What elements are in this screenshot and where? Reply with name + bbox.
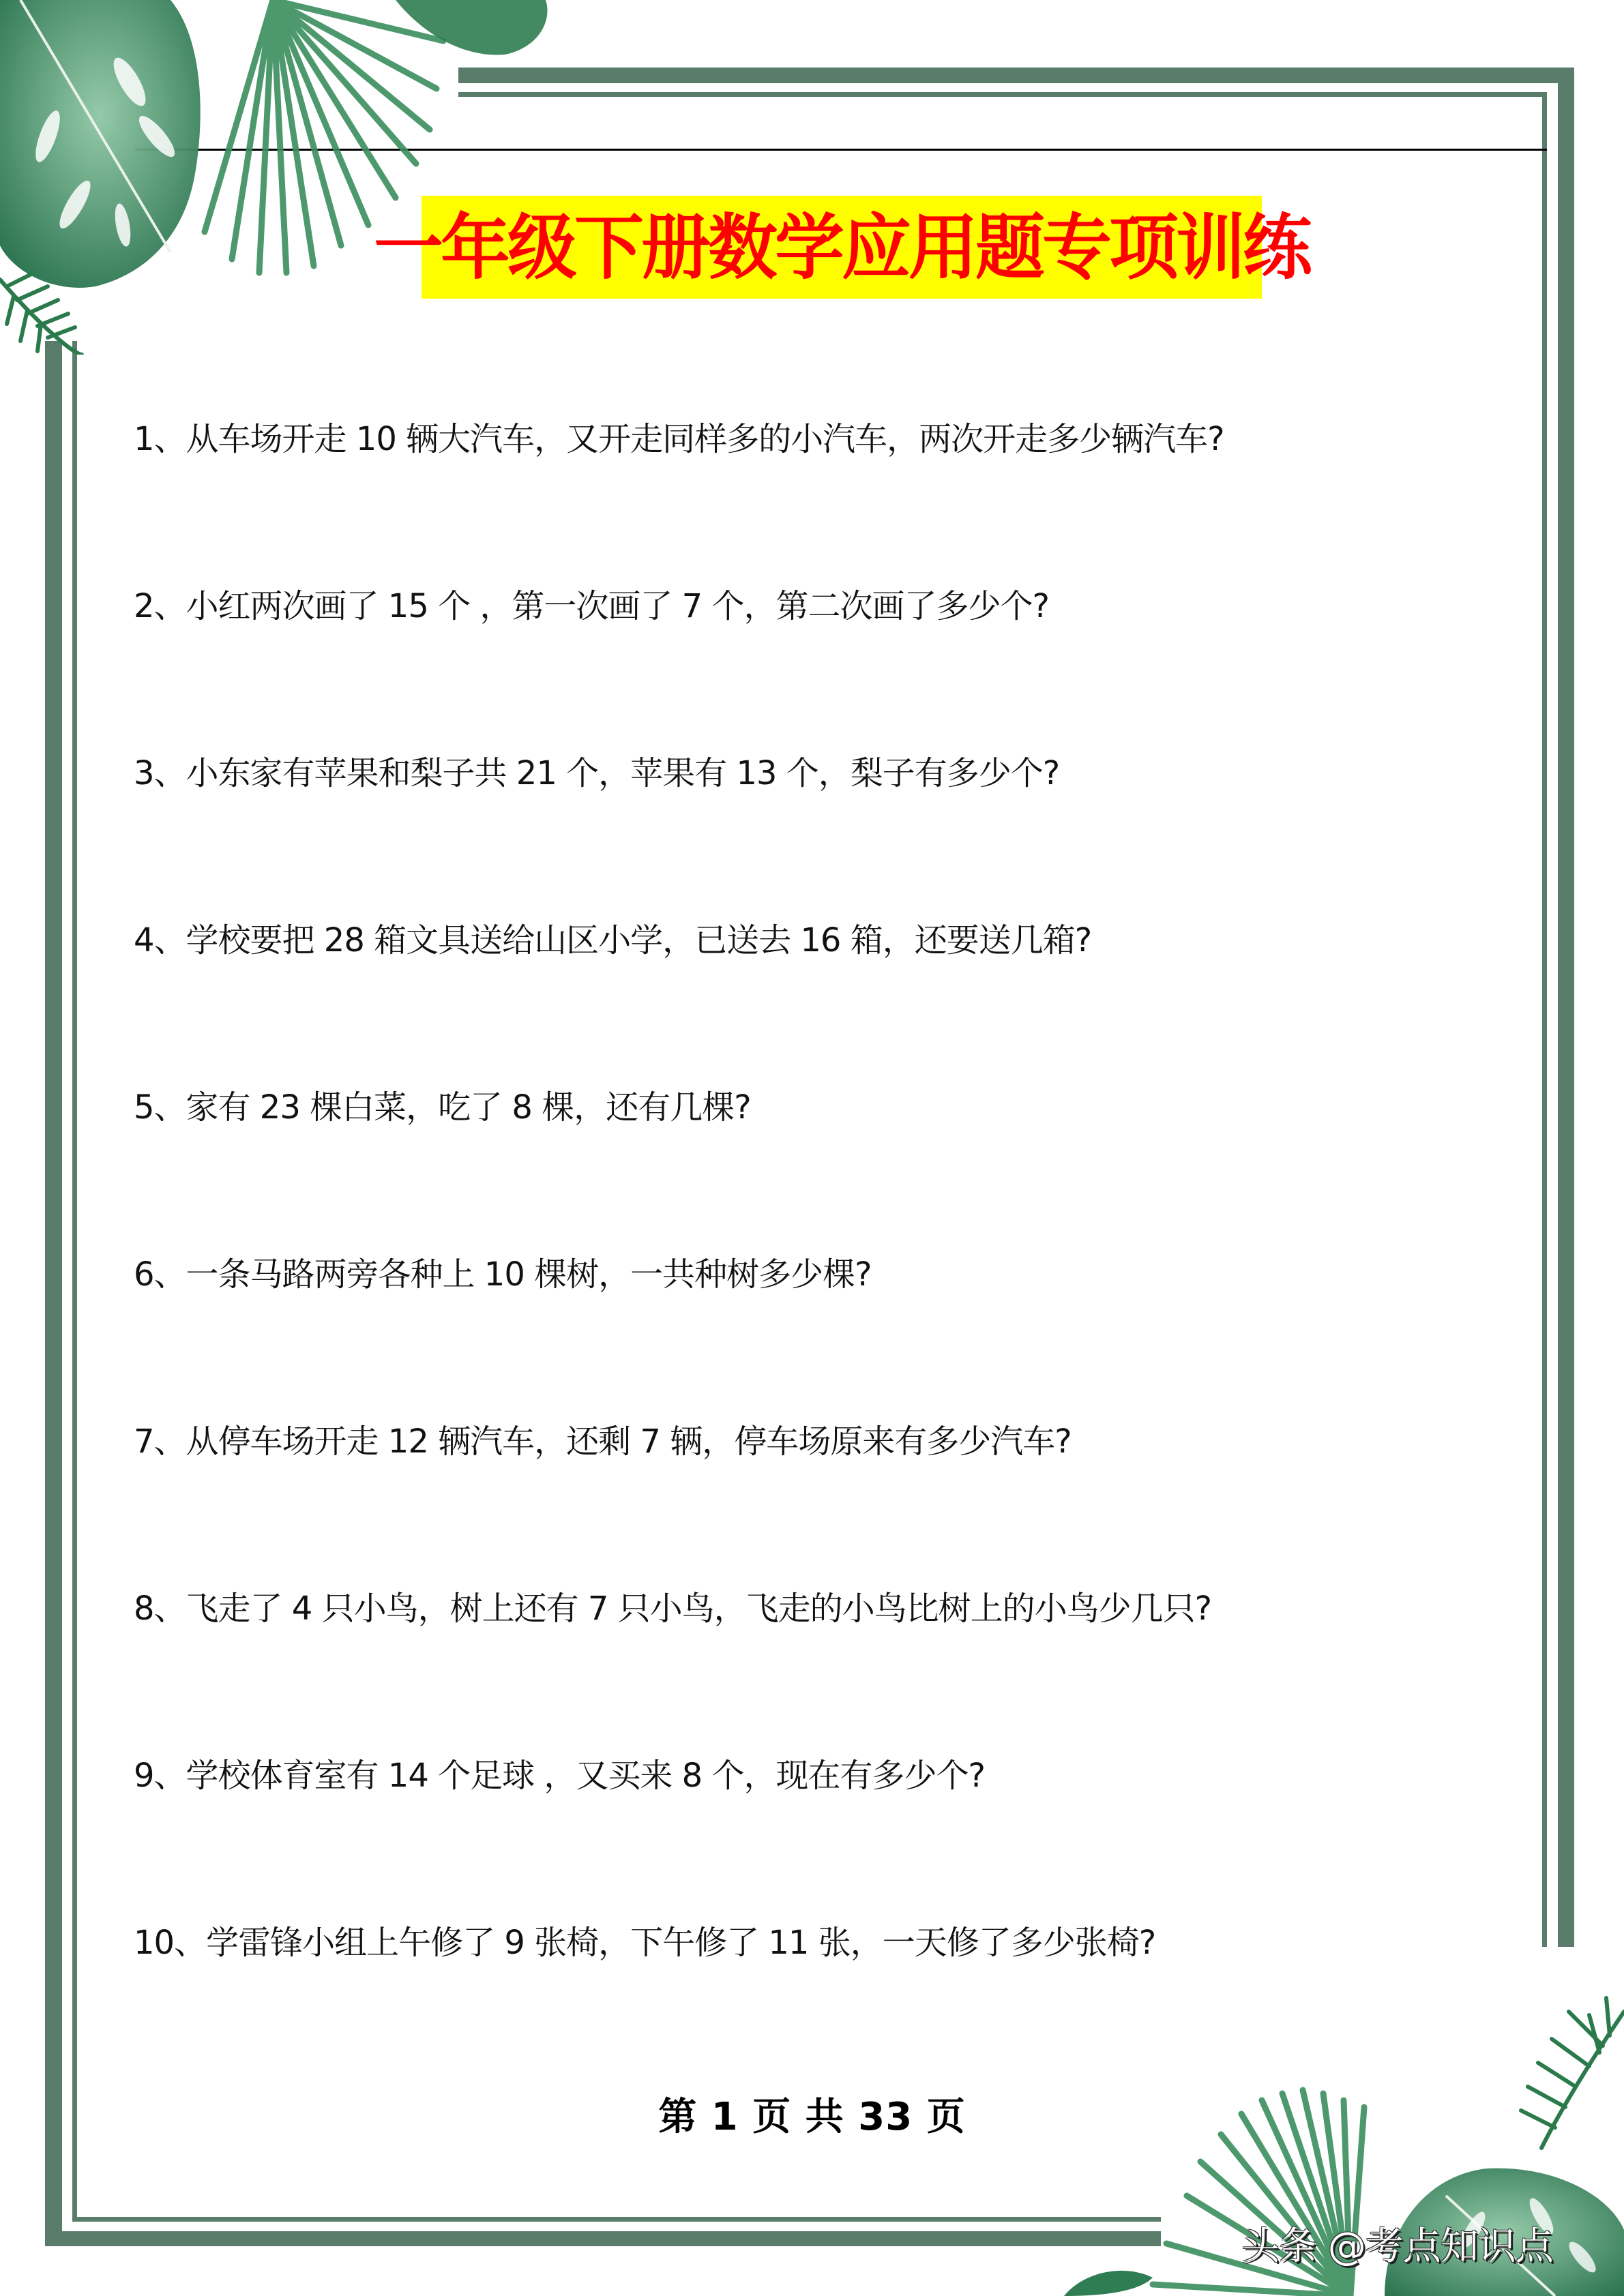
question-item: 5、家有 23 棵白菜，吃了 8 棵，还有几棵? [134, 1088, 751, 1127]
question-item: 7、从停车场开走 12 辆汽车，还剩 7 辆，停车场原来有多少汽车? [134, 1422, 1072, 1461]
frame-inner-left [72, 341, 77, 2222]
frame-inner-bottom [72, 2217, 1161, 2222]
leaf-decoration-top-left-icon [0, 0, 559, 355]
watermark: 头条 @考点知识点 [1241, 2224, 1553, 2269]
question-item: 8、飞走了 4 只小鸟，树上还有 7 只小鸟，飞走的小鸟比树上的小鸟少几只? [134, 1590, 1212, 1628]
frame-outer-left [45, 341, 62, 2246]
page-number: 第 1 页 共 33 页 [658, 2095, 966, 2139]
frame-inner-right [1542, 92, 1547, 1947]
frame-outer-bottom [45, 2231, 1161, 2246]
frame-inner-top [458, 92, 1547, 97]
frame-outer-right [1558, 68, 1574, 1947]
question-item: 2、小红两次画了 15 个 ，第一次画了 7 个，第二次画了多少个? [134, 587, 1049, 625]
frame-outer-top [458, 68, 1574, 83]
question-item: 6、一条马路两旁各种上 10 棵树，一共种树多少棵? [134, 1255, 872, 1294]
question-item: 1、从车场开走 10 辆大汽车，又开走同样多的小汽车，两次开走多少辆汽车? [134, 420, 1224, 458]
question-item: 10、学雷锋小组上午修了 9 张椅，下午修了 11 张，一天修了多少张椅? [134, 1924, 1156, 1962]
question-item: 9、学校体育室有 14 个足球 ，又买来 8 个，现在有多少个? [134, 1757, 985, 1795]
question-item: 3、小东家有苹果和梨子共 21 个，苹果有 13 个，梨子有多少个? [134, 754, 1060, 792]
page-title: 一年级下册数学应用题专项训练 [374, 205, 1310, 289]
question-item: 4、学校要把 28 箱文具送给山区小学，已送去 16 箱，还要送几箱? [134, 921, 1092, 959]
title-banner [374, 196, 1310, 299]
